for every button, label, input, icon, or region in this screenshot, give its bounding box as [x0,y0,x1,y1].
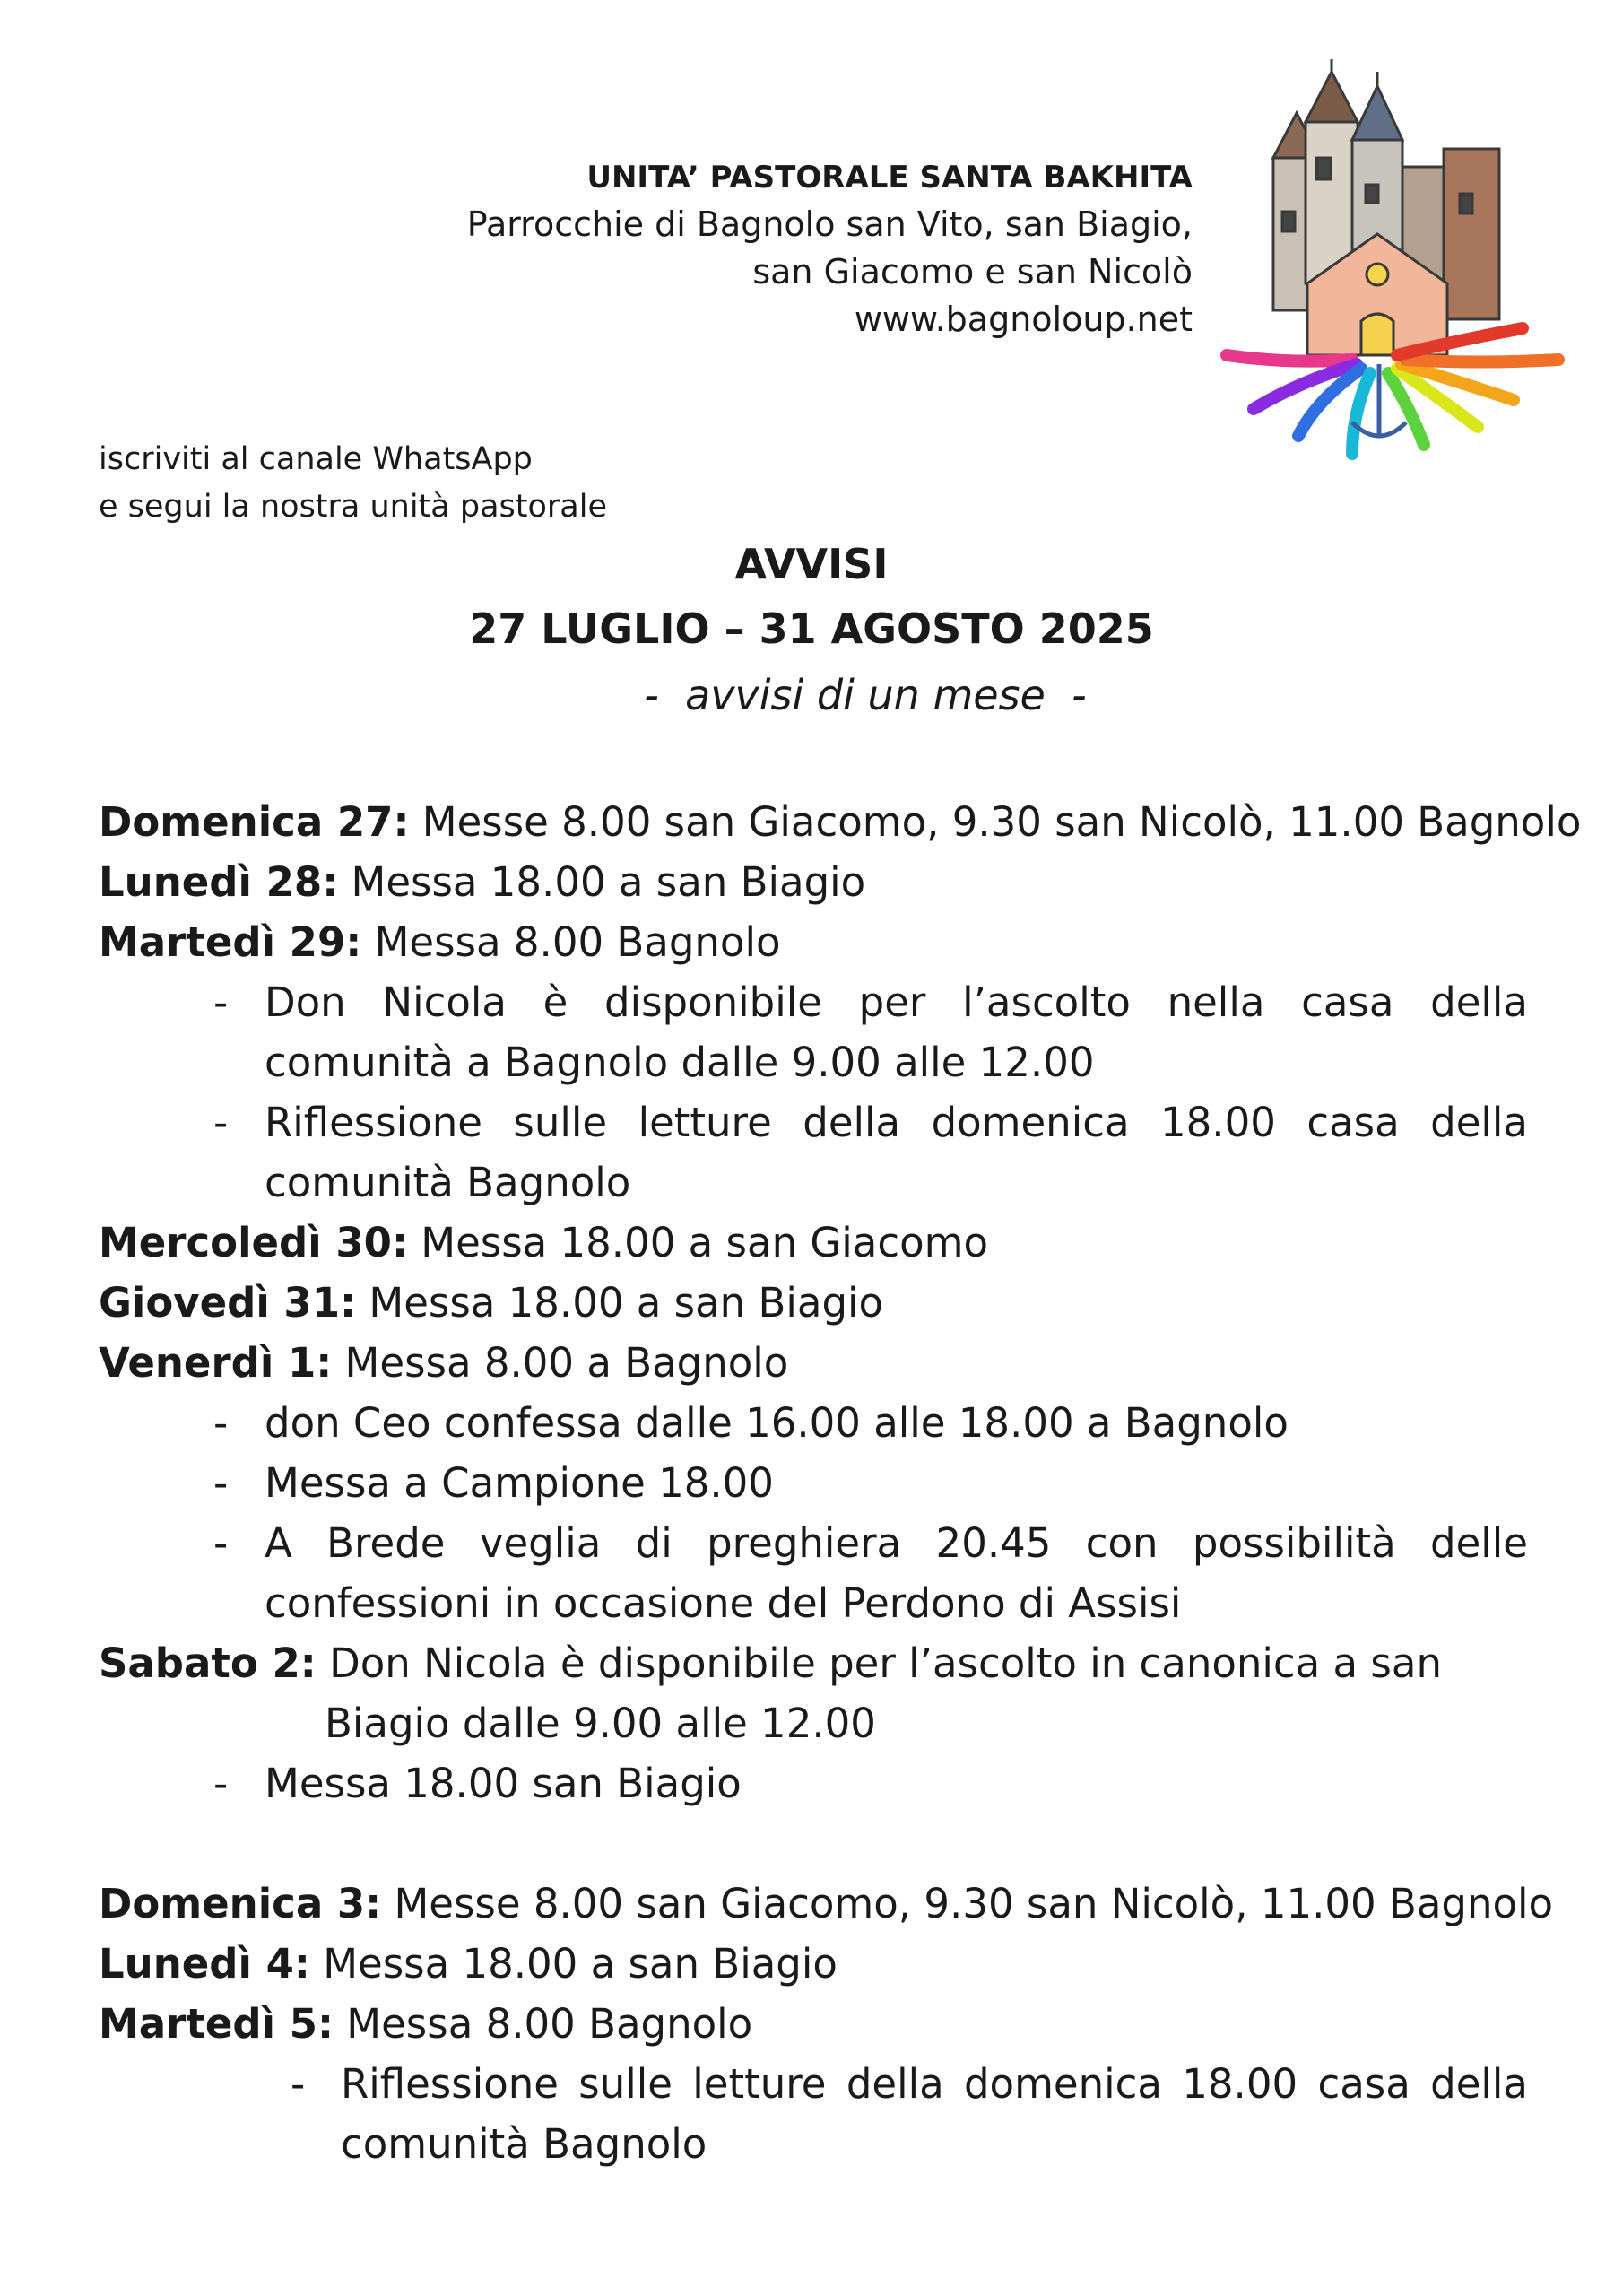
day-text: Messa 18.00 a san Giacomo [407,1219,988,1266]
announcement-list [99,792,1582,2174]
day-label: Venerdì 1: [99,1339,333,1387]
list-item [99,1213,1528,1273]
bullet-text: Don Nicola è disponibile per l’ascolto nella casa della comunità a Bagnolo dalle 9.00 alle 12.00 [265,978,1528,1086]
parish-header [467,154,1193,344]
day-text: Messa 8.00 a Bagnolo [332,1339,789,1387]
whatsapp-line-2: e segui la nostra unità pastorale [99,489,608,525]
page-title: AVVISI [734,540,889,588]
day-label: Sabato 2: [99,1639,317,1687]
list-item [99,1633,1528,1693]
parishes-line-1: Parrocchie di Bagnolo san Vito, san Biagio, [466,204,1193,244]
day-label: Martedì 5: [99,2000,334,2048]
bullet-item [99,1393,1528,1453]
day-text-continuation: Biagio dalle 9.00 alle 12.00 [325,1700,876,1747]
church-logo-icon [1218,59,1567,463]
day-label: Lunedì 4: [99,1940,310,1987]
day-text: Messa 18.00 a san Biagio [338,858,866,906]
bullet-text: don Ceo confessa dalle 16.00 alle 18.00 a Bagnolo [265,1399,1289,1447]
parishes-line-2: san Giacomo e san Nicolò [752,252,1193,291]
day-label: Domenica 27: [99,798,410,846]
day-label: Martedì 29: [99,918,362,966]
whatsapp-note [99,436,607,531]
day-label: Lunedì 28: [99,858,339,906]
list-item [99,1273,1528,1333]
bullet-item [99,972,1528,1092]
subtitle: - avvisi di un mese - [644,671,1087,719]
day-text: Messe 8.00 san Giacomo, 9.30 san Nicolò, 11.00 Bagnolo [381,1880,1554,1927]
bullet-text: Riflessione sulle letture della domenica 18.00 casa della comunità Bagnolo [341,2060,1528,2168]
bullet-item [99,1753,1528,1813]
day-text: Messe 8.00 san Giacomo, 9.30 san Nicolò, 11.00 Bagnolo [409,798,1582,846]
day-label: Giovedì 31: [99,1279,357,1326]
dash: - [213,1399,229,1447]
list-item [99,792,1582,852]
day-text: Messa 18.00 a san Biagio [309,1940,838,1987]
spacer [99,1813,1528,1874]
list-item [99,1934,1528,1994]
day-text: Messa 8.00 Bagnolo [333,2000,753,2048]
list-item [99,1994,1528,2054]
organization-name: UNITA’ PASTORALE SANTA BAKHITA [586,160,1193,196]
list-item [99,1874,1554,1934]
list-item [99,912,1528,972]
bullet-text: Riflessione sulle letture della domenica 18.00 casa della comunità Bagnolo [265,1099,1528,1206]
bullet-item [99,1513,1528,1633]
date-range: 27 LUGLIO – 31 AGOSTO 2025 [469,604,1154,653]
bullet-item [99,1092,1528,1213]
dash: - [213,1099,229,1146]
website-link[interactable]: www.bagnoloup.net [854,300,1193,339]
day-label: Mercoledì 30: [99,1219,408,1266]
list-item [99,852,1528,912]
list-item [99,1333,1528,1393]
bullet-text: Messa 18.00 san Biagio [265,1760,742,1807]
whatsapp-line-1: iscriviti al canale WhatsApp [99,441,533,477]
dash: - [213,1760,229,1807]
bullet-text: A Brede veglia di preghiera 20.45 con possibilità delle confessioni in occasione del Perdono di Assisi [265,1519,1528,1627]
day-label: Domenica 3: [99,1880,382,1927]
day-text: Messa 8.00 Bagnolo [361,918,781,966]
dash: - [291,2060,306,2108]
bullet-item [99,2054,1528,2174]
bullet-item [99,1453,1528,1513]
dash: - [213,1519,229,1567]
dash: - [213,978,229,1026]
dash: - [213,1459,229,1507]
bullet-text: Messa a Campione 18.00 [265,1459,774,1507]
day-text: Messa 18.00 a san Biagio [356,1279,884,1326]
day-text: Don Nicola è disponibile per l’ascolto in canonica a san [316,1639,1442,1687]
